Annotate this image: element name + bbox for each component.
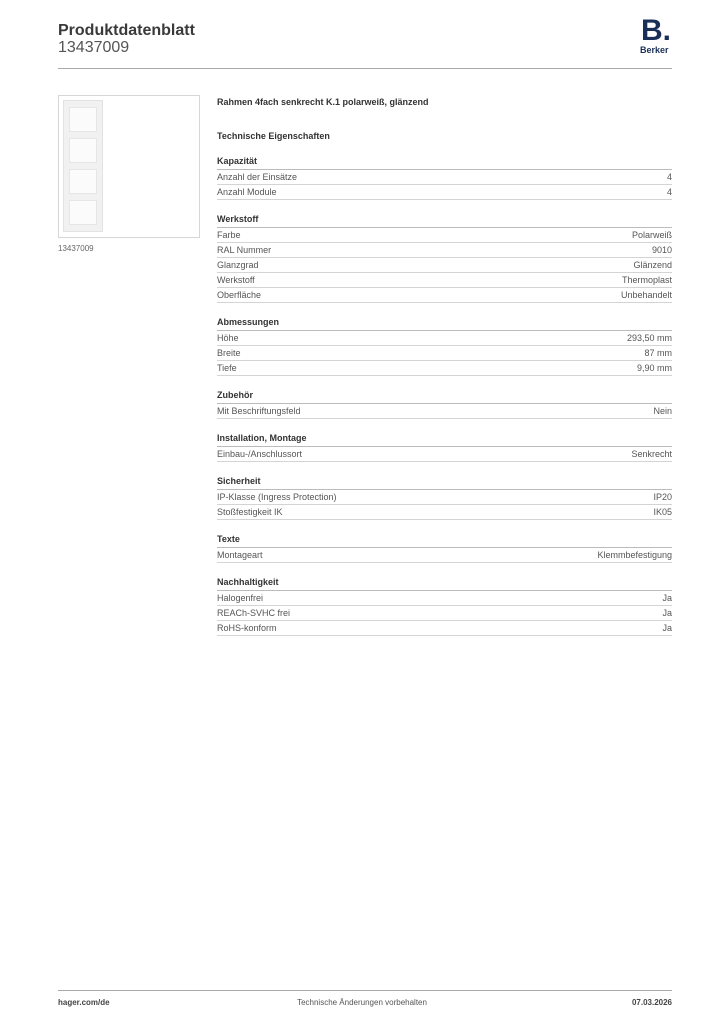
spec-group [217, 475, 672, 520]
spec-label: Anzahl der Einsätze [217, 172, 298, 182]
spec-row [217, 591, 672, 606]
bottom-divider [58, 990, 672, 991]
spec-value: 4 [666, 172, 672, 182]
spec-label: Stoßfestigkeit IK [217, 507, 283, 517]
spec-label: Breite [217, 348, 241, 358]
spec-row [217, 447, 672, 462]
logo-mark: B. [641, 14, 671, 47]
spec-group [217, 533, 672, 563]
spec-group-title: Abmessungen [217, 316, 672, 331]
spec-label: REACh-SVHC frei [217, 608, 291, 618]
spec-row [217, 170, 672, 185]
spec-group-title: Nachhaltigkeit [217, 576, 672, 591]
spec-label: Halogenfrei [217, 593, 264, 603]
spec-label: Werkstoff [217, 275, 255, 285]
spec-group-title: Werkstoff [217, 213, 672, 228]
spec-label: Mit Beschriftungsfeld [217, 406, 301, 416]
berker-logo [636, 16, 676, 56]
document-title: Produktdatenblatt [58, 22, 195, 39]
spec-row [217, 505, 672, 520]
spec-row [217, 185, 672, 200]
spec-label: Anzahl Module [217, 187, 277, 197]
footer-disclaimer: Technische Änderungen vorbehalten [297, 998, 427, 1007]
spec-content [217, 96, 672, 636]
spec-value: Ja [662, 593, 672, 603]
spec-label: Höhe [217, 333, 239, 343]
spec-row [217, 404, 672, 419]
frame-slot [69, 169, 97, 194]
tech-heading: Technische Eigenschaften [217, 131, 330, 141]
spec-label: Tiefe [217, 363, 237, 373]
product-title: Rahmen 4fach senkrecht K.1 polarweiß, glänzend [217, 97, 429, 107]
spec-row [217, 331, 672, 346]
spec-row [217, 621, 672, 636]
spec-value: Ja [662, 608, 672, 618]
frame-slot [69, 138, 97, 163]
footer-date: 07.03.2026 [631, 998, 672, 1007]
frame-slot [69, 107, 97, 132]
spec-group-title: Sicherheit [217, 475, 672, 490]
spec-group [217, 576, 672, 636]
footer-website: hager.com/de [58, 998, 110, 1007]
frame-illustration [63, 100, 103, 232]
spec-value: Klemmbefestigung [597, 550, 672, 560]
spec-group-title: Texte [217, 533, 672, 548]
spec-label: Glanzgrad [217, 260, 259, 270]
spec-row [217, 258, 672, 273]
spec-label: Einbau-/Anschlussort [217, 449, 303, 459]
spec-value: Nein [653, 406, 672, 416]
spec-label: RAL Nummer [217, 245, 272, 255]
spec-group [217, 389, 672, 419]
spec-value: 9,90 mm [636, 363, 672, 373]
spec-value: 4 [666, 187, 672, 197]
logo-text: Berker [640, 45, 669, 55]
spec-value: IP20 [653, 492, 672, 502]
spec-label: IP-Klasse (Ingress Protection) [217, 492, 337, 502]
spec-row [217, 346, 672, 361]
spec-row [217, 288, 672, 303]
spec-group-title: Zubehör [217, 389, 672, 404]
spec-value: 293,50 mm [626, 333, 672, 343]
spec-value: Senkrecht [631, 449, 672, 459]
spec-row [217, 243, 672, 258]
spec-label: Montageart [217, 550, 263, 560]
spec-groups [217, 155, 672, 636]
spec-value: Polarweiß [631, 230, 672, 240]
spec-value: 87 mm [644, 348, 672, 358]
spec-value: Thermoplast [621, 275, 672, 285]
spec-value: 9010 [651, 245, 672, 255]
spec-row [217, 548, 672, 563]
document-number: 13437009 [58, 39, 130, 56]
spec-row [217, 228, 672, 243]
spec-value: IK05 [653, 507, 672, 517]
spec-group [217, 155, 672, 200]
spec-label: Farbe [217, 230, 241, 240]
image-caption: 13437009 [58, 244, 94, 253]
spec-value: Glänzend [633, 260, 672, 270]
spec-group [217, 432, 672, 462]
top-divider [58, 68, 672, 69]
spec-row [217, 606, 672, 621]
spec-row [217, 273, 672, 288]
spec-value: Unbehandelt [620, 290, 672, 300]
spec-value: Ja [662, 623, 672, 633]
frame-slot [69, 200, 97, 225]
spec-row [217, 361, 672, 376]
product-image [58, 95, 200, 238]
spec-label: RoHS-konform [217, 623, 277, 633]
spec-group-title: Installation, Montage [217, 432, 672, 447]
spec-group [217, 316, 672, 376]
spec-group [217, 213, 672, 303]
spec-group-title: Kapazität [217, 155, 672, 170]
spec-row [217, 490, 672, 505]
spec-label: Oberfläche [217, 290, 262, 300]
